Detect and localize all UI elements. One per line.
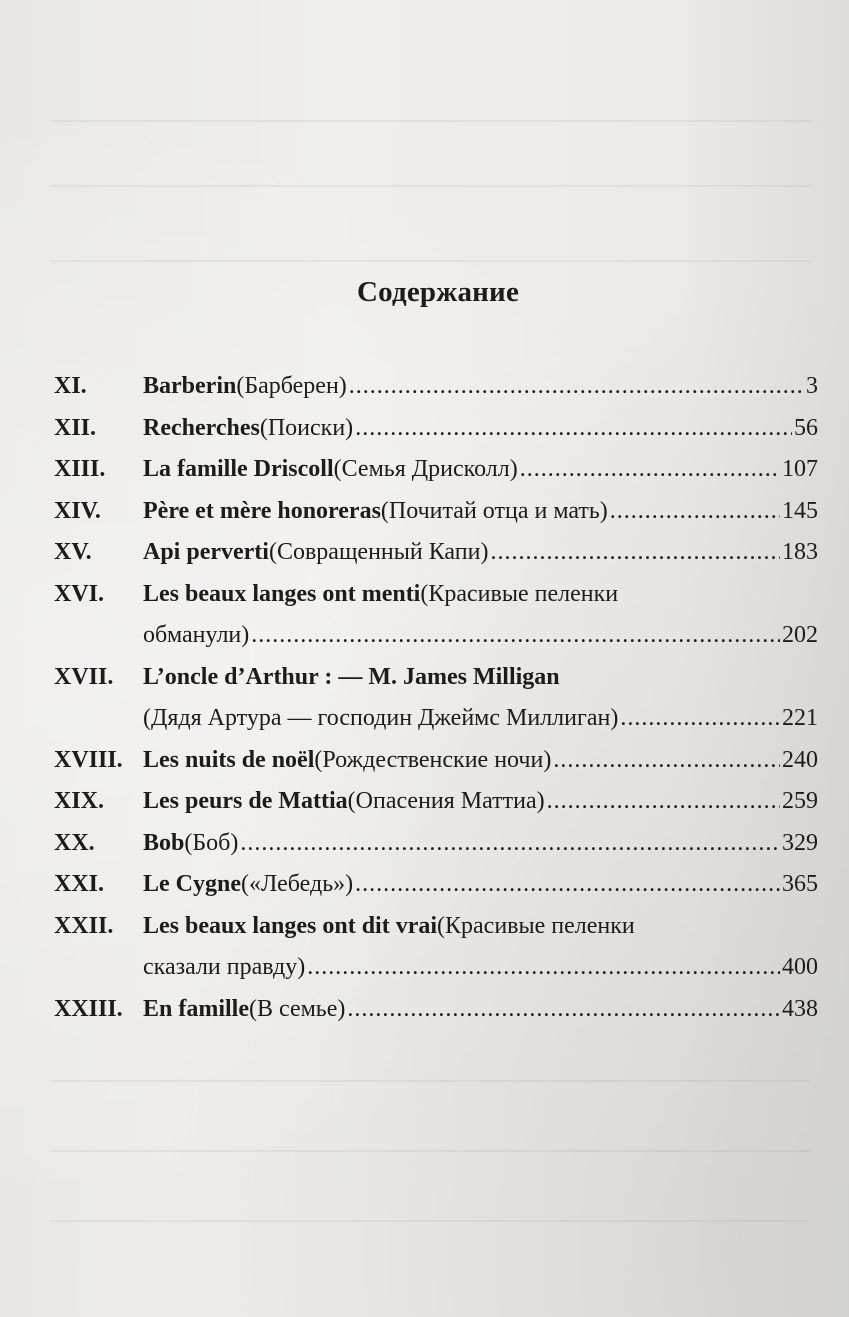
leader-dots	[240, 823, 780, 865]
chapter-title-fr: En famille	[143, 995, 249, 1022]
table-of-contents	[54, 366, 818, 1030]
toc-entry	[54, 740, 818, 782]
toc-entry	[54, 864, 818, 906]
bleed-through-line	[50, 1220, 810, 1222]
page-number: 259	[782, 788, 818, 814]
leader-dots	[347, 989, 780, 1031]
chapter-title-fr: La famille Driscoll	[143, 456, 334, 482]
chapter-title-fr: Barberin	[143, 373, 237, 399]
toc-entry	[54, 823, 818, 865]
page-number: 329	[782, 829, 818, 856]
page-number: 107	[782, 456, 818, 482]
toc-entry	[54, 532, 818, 574]
chapter-title-fr: Les peurs de Mattia	[143, 788, 348, 814]
toc-entry	[54, 906, 818, 989]
chapter-title-ru-continued: сказали правду)	[143, 954, 306, 980]
chapter-title-fr: Le Cygne	[143, 871, 241, 897]
toc-entry	[54, 657, 818, 740]
leader-dots	[520, 449, 780, 491]
page-number: 3	[806, 373, 818, 399]
leader-dots	[355, 408, 792, 450]
chapter-number: XIV.	[54, 497, 101, 524]
bleed-through-line	[50, 1150, 810, 1152]
toc-title: Содержание	[356, 276, 520, 308]
chapter-title-fr: Les beaux langes ont menti	[143, 580, 421, 607]
leader-dots	[307, 947, 780, 989]
chapter-number: XXI.	[54, 871, 105, 897]
page-number: 221	[782, 705, 818, 731]
chapter-title-fr: Recherches	[143, 414, 260, 441]
page-number: 145	[782, 497, 818, 524]
chapter-title-fr: Api perverti	[143, 539, 269, 565]
page-number: 183	[782, 539, 818, 565]
chapter-title-fr: Bob	[143, 829, 185, 856]
chapter-number: XVIII.	[54, 746, 123, 773]
chapter-title-ru-continued: обманули)	[143, 622, 250, 648]
bleed-through-line	[50, 185, 810, 187]
leader-dots	[547, 781, 780, 823]
leader-dots	[490, 532, 780, 574]
chapter-title-ru: (Красивые пеленки	[420, 580, 619, 607]
chapter-number: XVI.	[54, 580, 105, 607]
chapter-title-ru: (Красивые пеленки	[437, 912, 635, 939]
bleed-through-line	[50, 1080, 810, 1082]
toc-entry	[54, 781, 818, 823]
chapter-number: XV.	[54, 539, 92, 565]
chapter-title-ru: (Дядя Артура — господин Джеймс Миллиган)	[143, 705, 619, 731]
chapter-title-ru: (В семье)	[249, 995, 346, 1022]
chapter-title-ru: (Почитай отца и мать)	[380, 497, 608, 524]
page-number: 202	[782, 622, 818, 648]
toc-entry	[54, 449, 818, 491]
toc-entry	[54, 408, 818, 450]
page-number: 240	[782, 746, 818, 773]
chapter-title-fr: Les nuits de noël	[143, 746, 315, 773]
chapter-title-ru: (Опасения Маттиа)	[347, 788, 545, 814]
page-number: 56	[794, 414, 818, 441]
chapter-title-ru: (Семья Дрисколл)	[333, 456, 518, 482]
chapter-number: XXII.	[54, 912, 114, 939]
leader-dots	[251, 615, 780, 657]
chapter-title-ru: (Рождественские ночи)	[314, 746, 552, 773]
bleed-through-line	[50, 260, 810, 262]
page-number: 365	[782, 871, 818, 897]
chapter-title-fr: Les beaux langes ont dit vrai	[143, 912, 438, 939]
leader-dots	[349, 366, 804, 408]
leader-dots	[553, 740, 780, 782]
chapter-number: XXIII.	[54, 995, 123, 1022]
chapter-title-ru: («Лебедь»)	[241, 871, 354, 897]
toc-entry	[54, 491, 818, 533]
toc-entry	[54, 989, 818, 1031]
chapter-title-fr: Père et mère honoreras	[143, 497, 381, 524]
chapter-number: XVII.	[54, 663, 114, 690]
chapter-number: XX.	[54, 829, 95, 856]
page-number: 438	[782, 995, 818, 1022]
chapter-title-ru: (Барберен)	[236, 373, 347, 399]
toc-entry	[54, 574, 818, 657]
chapter-number: XIII.	[54, 456, 106, 482]
leader-dots	[610, 491, 780, 533]
chapter-title-ru: (Боб)	[184, 829, 239, 856]
chapter-title-fr: L’oncle d’Arthur : — M. James Milligan	[143, 663, 560, 690]
chapter-number: XIX.	[54, 788, 105, 814]
page-number: 400	[782, 954, 818, 980]
chapter-title-ru: (Поиски)	[259, 414, 354, 441]
toc-entry	[54, 366, 818, 408]
chapter-number: XII.	[54, 414, 97, 441]
leader-dots	[355, 864, 780, 906]
leader-dots	[620, 698, 780, 740]
chapter-title-ru: (Совращенный Капи)	[268, 539, 489, 565]
bleed-through-line	[50, 120, 810, 122]
chapter-number: XI.	[54, 373, 87, 399]
